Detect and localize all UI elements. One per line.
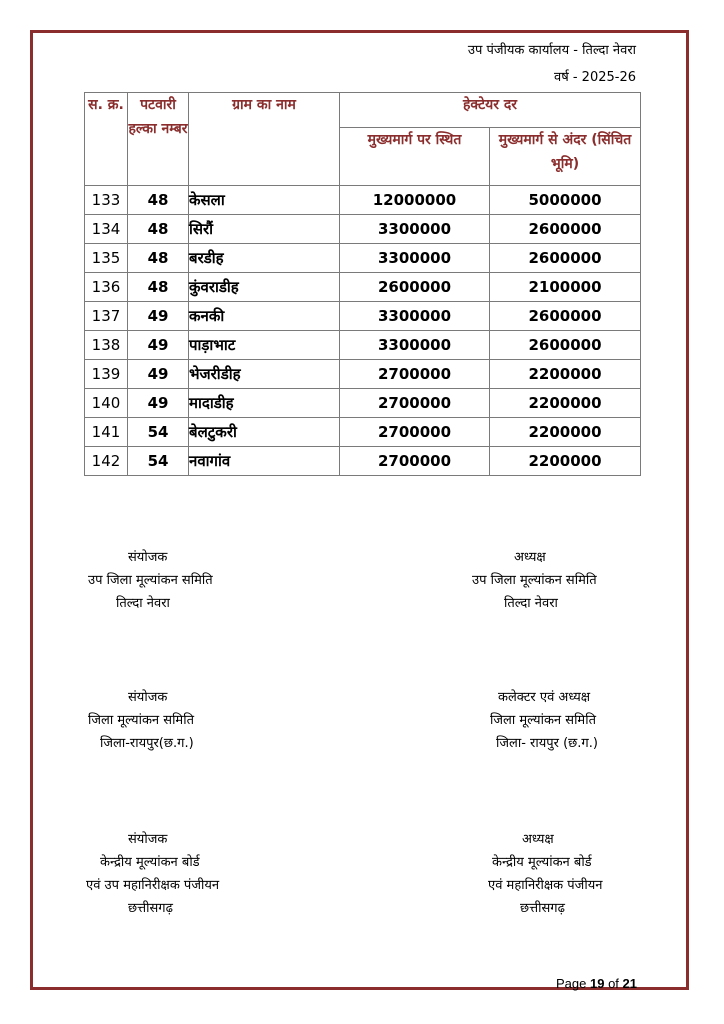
cell-main-rate: 2700000: [340, 389, 490, 418]
header-serial: स. क्र.: [85, 93, 128, 186]
sig-board: केन्द्रीय मूल्यांकन बोर्ड: [100, 855, 200, 870]
cell-main-rate: 2700000: [340, 447, 490, 476]
sig-designation: एवं उप महानिरीक्षक पंजीयन: [86, 878, 220, 893]
cell-inner-rate: 2200000: [490, 389, 641, 418]
cell-serial: 135: [85, 244, 128, 273]
cell-main-rate: 2700000: [340, 360, 490, 389]
cell-serial: 136: [85, 273, 128, 302]
sig-committee: उप जिला मूल्यांकन समिति: [88, 573, 213, 588]
cell-inner-rate: 2200000: [490, 447, 641, 476]
cell-village: सिरौं: [189, 215, 340, 244]
cell-inner-rate: 2600000: [490, 215, 641, 244]
page-number: [556, 976, 637, 991]
page-total: 21: [622, 976, 637, 991]
sig-committee: उप जिला मूल्यांकन समिति: [472, 573, 597, 588]
signature-central-convener: [86, 828, 219, 920]
header-halka: पटवारी हल्का नम्बर: [128, 93, 189, 186]
cell-halka: 48: [128, 186, 189, 215]
table-row: [85, 215, 641, 244]
cell-main-rate: 2600000: [340, 273, 490, 302]
cell-serial: 140: [85, 389, 128, 418]
cell-inner-rate: 2200000: [490, 360, 641, 389]
rate-table: [84, 92, 641, 476]
cell-village: भेजरीडीह: [189, 360, 340, 389]
cell-inner-rate: 2600000: [490, 244, 641, 273]
signature-central-chairman: [488, 828, 602, 920]
cell-halka: 49: [128, 302, 189, 331]
cell-main-rate: 3300000: [340, 215, 490, 244]
cell-inner-rate: 2600000: [490, 331, 641, 360]
header-main-road: मुख्यमार्ग पर स्थित: [340, 128, 490, 186]
cell-inner-rate: 2600000: [490, 302, 641, 331]
cell-halka: 49: [128, 389, 189, 418]
table-row: [85, 447, 641, 476]
cell-village: बरडीह: [189, 244, 340, 273]
sig-role: अध्यक्ष: [522, 832, 554, 847]
cell-serial: 142: [85, 447, 128, 476]
table-row: [85, 273, 641, 302]
cell-village: नवागांव: [189, 447, 340, 476]
table-row: [85, 360, 641, 389]
cell-halka: 48: [128, 215, 189, 244]
sig-role: संयोजक: [128, 550, 168, 565]
cell-serial: 141: [85, 418, 128, 447]
sig-role: अध्यक्ष: [514, 550, 546, 565]
header-inner-irrigated: मुख्यमार्ग से अंदर (सिंचित भूमि): [490, 128, 641, 186]
sig-state: छत्तीसगढ़: [520, 901, 565, 916]
cell-serial: 138: [85, 331, 128, 360]
sig-place: जिला- रायपुर (छ.ग.): [496, 736, 598, 751]
cell-halka: 54: [128, 447, 189, 476]
sig-board: केन्द्रीय मूल्यांकन बोर्ड: [492, 855, 592, 870]
cell-halka: 49: [128, 331, 189, 360]
table-row: [85, 244, 641, 273]
cell-serial: 137: [85, 302, 128, 331]
page-current: 19: [589, 976, 605, 991]
cell-inner-rate: 2200000: [490, 418, 641, 447]
sig-designation: एवं महानिरीक्षक पंजीयन: [488, 878, 603, 893]
sig-committee: जिला मूल्यांकन समिति: [88, 713, 194, 728]
cell-main-rate: 12000000: [340, 186, 490, 215]
cell-village: कुंवराडीह: [189, 273, 340, 302]
cell-main-rate: 2700000: [340, 418, 490, 447]
signature-district-convener: [88, 686, 194, 755]
cell-main-rate: 3300000: [340, 244, 490, 273]
page-of-word: of: [608, 976, 619, 991]
table-row: [85, 331, 641, 360]
cell-village: मादाडीह: [189, 389, 340, 418]
sig-role: संयोजक: [128, 690, 168, 705]
sig-role: कलेक्टर एवं अध्यक्ष: [498, 690, 591, 705]
header-village: ग्राम का नाम: [189, 93, 340, 186]
signature-sub-convener: [88, 546, 213, 615]
signature-district-chairman: [490, 686, 598, 755]
cell-halka: 48: [128, 244, 189, 273]
table-row: [85, 186, 641, 215]
cell-serial: 139: [85, 360, 128, 389]
sig-place: जिला-रायपुर(छ.ग.): [100, 736, 194, 751]
cell-serial: 133: [85, 186, 128, 215]
signature-sub-chairman: [472, 546, 597, 615]
cell-halka: 54: [128, 418, 189, 447]
cell-serial: 134: [85, 215, 128, 244]
cell-village: कनकी: [189, 302, 340, 331]
table-row: [85, 418, 641, 447]
sig-place: तिल्दा नेवरा: [504, 596, 558, 611]
office-title: उप पंजीयक कार्यालय - तिल्दा नेवरा: [467, 43, 636, 58]
sig-place: तिल्दा नेवरा: [116, 596, 170, 611]
year-label: वर्ष - 2025-26: [553, 70, 636, 85]
cell-inner-rate: 2100000: [490, 273, 641, 302]
sig-state: छत्तीसगढ़: [128, 901, 173, 916]
cell-main-rate: 3300000: [340, 331, 490, 360]
cell-halka: 49: [128, 360, 189, 389]
cell-halka: 48: [128, 273, 189, 302]
cell-village: केसला: [189, 186, 340, 215]
cell-inner-rate: 5000000: [490, 186, 641, 215]
cell-village: बेलटुकरी: [189, 418, 340, 447]
table-row: [85, 302, 641, 331]
header-rate-group: हेक्टेयर दर: [340, 93, 641, 128]
cell-village: पाड़ाभाट: [189, 331, 340, 360]
page-word: Page: [555, 976, 587, 991]
table-body: [85, 186, 641, 476]
sig-role: संयोजक: [128, 832, 168, 847]
sig-committee: जिला मूल्यांकन समिति: [490, 713, 596, 728]
cell-main-rate: 3300000: [340, 302, 490, 331]
table-row: [85, 389, 641, 418]
